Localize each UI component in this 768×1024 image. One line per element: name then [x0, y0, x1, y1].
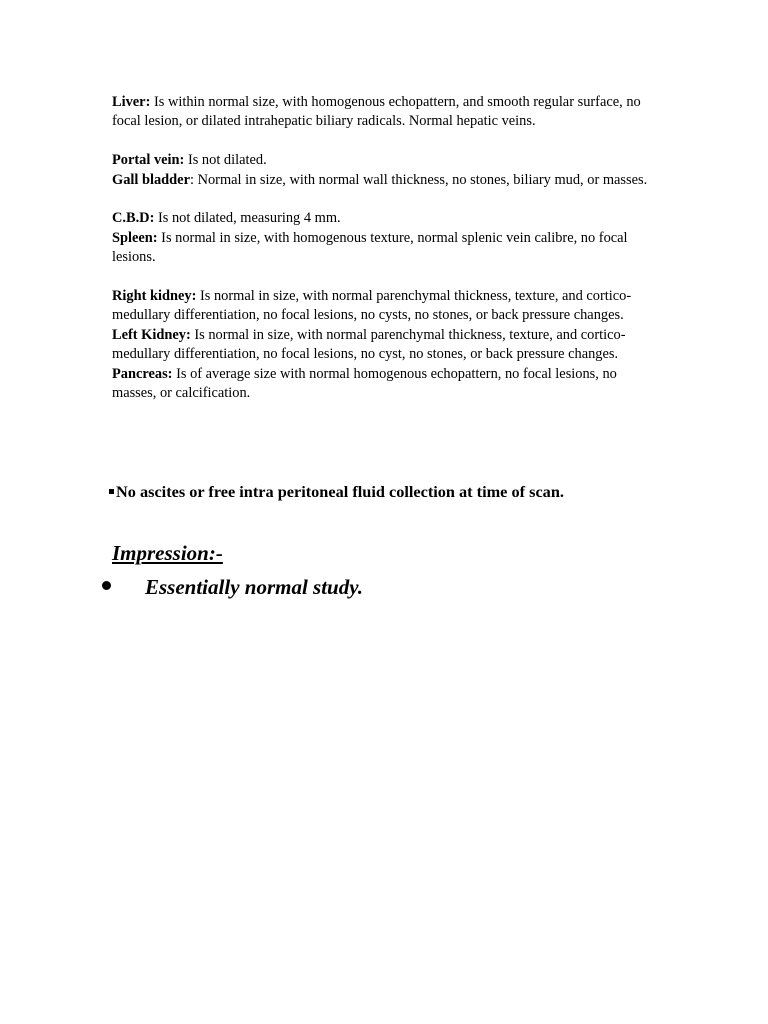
left-kidney-label: Left Kidney:	[112, 326, 191, 343]
liver-label: Liver:	[112, 94, 151, 110]
pancreas-finding	[112, 365, 657, 404]
impression-item-text: Essentially normal study.	[145, 575, 364, 599]
impression-item	[102, 574, 363, 600]
liver-finding	[112, 93, 657, 132]
gall-bladder-label: Gall bladder	[112, 171, 190, 188]
spleen-finding	[112, 229, 657, 268]
spleen-label: Spleen:	[112, 229, 158, 246]
left-kidney-finding	[112, 326, 657, 365]
bullet-dot-icon	[102, 581, 111, 590]
cbd-text: Is not dilated, measuring 4 mm.	[154, 210, 341, 227]
right-kidney-text: Is normal in size, with normal parenchymal thickness, texture, and cortico-medullary differentiation, no focal lesions, no cysts, no stones, or back pressure changes.	[112, 288, 632, 324]
pancreas-text: Is of average size with normal homogenous echopattern, no focal lesions, no masses, or calcification.	[112, 365, 617, 402]
pancreas-label: Pancreas:	[112, 365, 173, 382]
cbd-label: C.B.D:	[112, 210, 155, 227]
impression-heading: Impression:-	[112, 541, 223, 565]
report-body	[112, 93, 657, 403]
cbd-finding	[112, 209, 657, 228]
ascites-note	[109, 481, 709, 503]
gall-bladder-finding	[112, 171, 657, 190]
spleen-text: Is normal in size, with homogenous texture, normal splenic vein calibre, no focal lesions.	[112, 229, 628, 266]
portal-vein-finding	[112, 151, 657, 170]
ascites-note-text: No ascites or free intra peritoneal fluid collection at time of scan.	[116, 482, 564, 501]
square-bullet-icon	[109, 489, 114, 494]
right-kidney-label: Right kidney:	[112, 288, 197, 305]
gall-bladder-text: : Normal in size, with normal wall thickness, no stones, biliary mud, or masses.	[189, 171, 648, 188]
right-kidney-finding	[112, 287, 657, 326]
portal-vein-text: Is not dilated.	[184, 152, 267, 169]
liver-text: Is within normal size, with homogenous echopattern, and smooth regular surface, no focal lesion, or dilated intrahepatic biliary radicals. Normal hepatic veins.	[112, 94, 641, 130]
left-kidney-text: Is normal in size, with normal parenchymal thickness, texture, and cortico-medullary differentiation, no focal lesions, no cyst, no stones, or back pressure changes.	[112, 326, 626, 363]
portal-vein-label: Portal vein:	[112, 152, 185, 169]
